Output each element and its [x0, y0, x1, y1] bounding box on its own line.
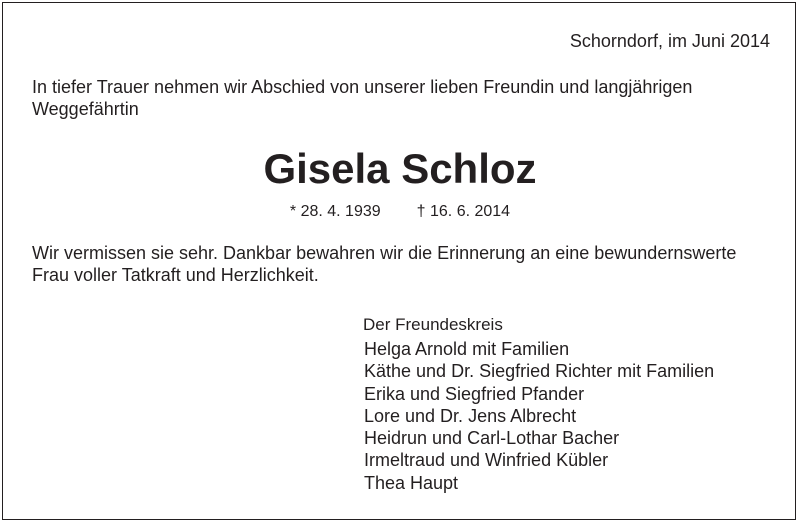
death-date: † 16. 6. 2014 [416, 203, 511, 220]
mourner-item: Lore und Dr. Jens Albrecht [364, 405, 577, 426]
birth-date: * 28. 4. 1939 [289, 203, 381, 220]
mourner-item: Erika und Siegfried Pfander [364, 383, 585, 404]
mourner-item: Thea Haupt [364, 472, 459, 493]
intro-text: In tiefer Trauer nehmen wir Abschied von unserer lieben Freundin und langjährigen Weggefährtin [32, 77, 693, 119]
mourner-item: Irmeltraud und Winfried Kübler [364, 450, 609, 471]
signature-heading: Der Freundeskreis [363, 315, 503, 334]
mourner-item: Helga Arnold mit Familien [364, 339, 570, 359]
life-dates [0, 202, 800, 222]
mourner-item: Heidrun und Carl-Lothar Bacher [364, 428, 620, 449]
mourner-item: Käthe und Dr. Siegfried Richter mit Familien [364, 361, 715, 382]
remembrance-message: Wir vermissen sie sehr. Dankbar bewahren wir die Erinnerung an eine bewundernswerte Frau voller Tatkraft und Herzlichkeit. [32, 243, 737, 285]
place-date: Schorndorf, im Juni 2014 [569, 31, 770, 51]
mourners-list [364, 338, 714, 494]
deceased-name: Gisela Schloz [263, 145, 537, 192]
